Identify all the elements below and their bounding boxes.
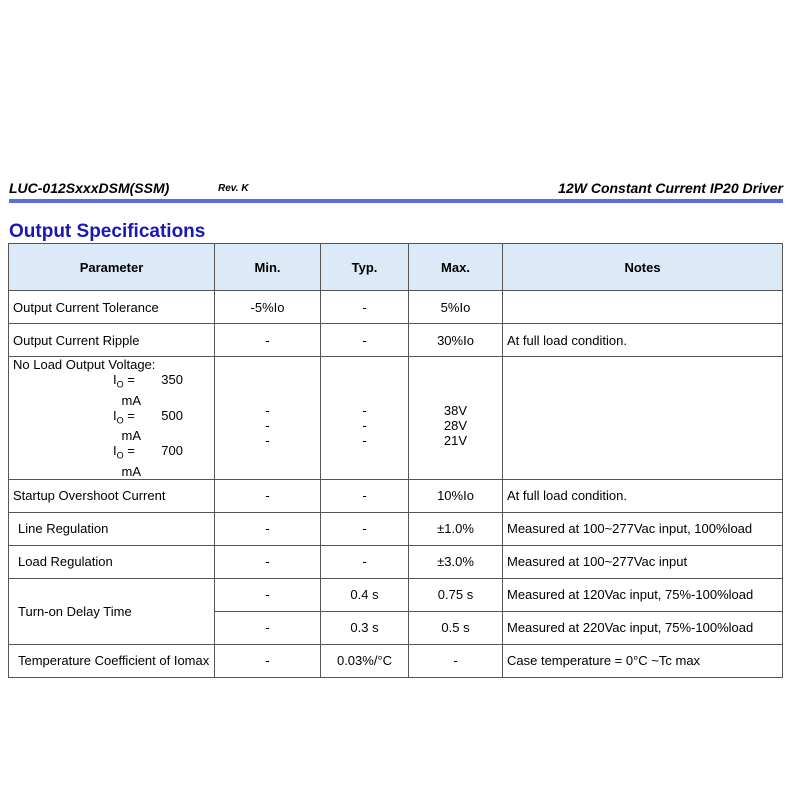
table-header-row — [9, 244, 783, 291]
min-cell: - — [215, 512, 321, 545]
current-value: 700 — [161, 443, 183, 459]
typ-cell: - — [321, 291, 409, 324]
notes-cell: Measured at 220Vac input, 75%-100%load — [503, 611, 783, 644]
table-row — [9, 578, 783, 611]
max-cell: 38V 28V 21V — [409, 357, 503, 480]
current-line: $I_O = 350mA$ — [113, 372, 183, 408]
column-header-notes: Notes — [503, 244, 783, 291]
section-title: Output Specifications — [9, 221, 206, 242]
max-cell: - — [409, 644, 503, 677]
min-cell: - — [215, 479, 321, 512]
table-row — [9, 291, 783, 324]
current-unit: mA — [121, 463, 141, 479]
min-cell: - — [215, 578, 321, 611]
typ-cell: - - - — [321, 357, 409, 480]
notes-cell: Case temperature = 0°C ~Tc max — [503, 644, 783, 677]
document-title: 12W Constant Current IP20 Driver — [558, 180, 783, 196]
parameter-cell: Output Current Tolerance — [9, 291, 215, 324]
table-row — [9, 324, 783, 357]
max-cell: 0.5 s — [409, 611, 503, 644]
table-row — [9, 545, 783, 578]
typ-cell: - — [321, 512, 409, 545]
parameter-cell: Load Regulation — [9, 545, 215, 578]
column-header-typ: Typ. — [321, 244, 409, 291]
max-cell: 10%Io — [409, 479, 503, 512]
min-cell: - — [215, 324, 321, 357]
model-number: LUC-012SxxxDSM(SSM) — [9, 180, 170, 196]
output-specifications-table — [8, 243, 783, 678]
notes-cell: Measured at 100~277Vac input — [503, 545, 783, 578]
parameter-cell: Temperature Coefficient of Iomax — [9, 644, 215, 677]
max-cell: ±1.0% — [409, 512, 503, 545]
typ-cell: - — [321, 324, 409, 357]
max-cell: 30%Io — [409, 324, 503, 357]
current-value: 500 — [161, 407, 183, 423]
header-rule — [9, 199, 783, 203]
current-line: $I_O = 700mA$ — [113, 443, 183, 479]
notes-cell — [503, 291, 783, 324]
table-row — [9, 479, 783, 512]
current-unit: mA — [121, 428, 141, 444]
column-header-min: Min. — [215, 244, 321, 291]
column-header-max: Max. — [409, 244, 503, 291]
parameter-label: No Load Output Voltage: — [13, 357, 156, 372]
notes-cell: At full load condition. — [503, 324, 783, 357]
table-row — [9, 644, 783, 677]
typ-cell: 0.3 s — [321, 611, 409, 644]
parameter-cell: Turn-on Delay Time — [9, 578, 215, 644]
table-row — [9, 357, 783, 480]
max-cell: ±3.0% — [409, 545, 503, 578]
max-cell: 0.75 s — [409, 578, 503, 611]
notes-cell: At full load condition. — [503, 479, 783, 512]
notes-cell: Measured at 100~277Vac input, 100%load — [503, 512, 783, 545]
table-row — [9, 512, 783, 545]
parameter-cell: Startup Overshoot Current — [9, 479, 215, 512]
current-value: 350 — [161, 372, 183, 387]
typ-cell: 0.03%/°C — [321, 644, 409, 677]
min-cell: - — [215, 644, 321, 677]
typ-cell: - — [321, 479, 409, 512]
typ-cell: 0.4 s — [321, 578, 409, 611]
parameter-cell: Line Regulation — [9, 512, 215, 545]
max-cell: 5%Io — [409, 291, 503, 324]
current-line: $I_O = 500mA$ — [113, 407, 183, 444]
parameter-cell — [9, 357, 215, 480]
revision-label: Rev. K — [218, 183, 249, 194]
min-cell: - - - — [215, 357, 321, 480]
document-header — [9, 180, 783, 198]
notes-cell: Measured at 120Vac input, 75%-100%load — [503, 578, 783, 611]
min-cell: - — [215, 545, 321, 578]
min-cell: -5%Io — [215, 291, 321, 324]
min-cell: - — [215, 611, 321, 644]
current-unit: mA — [121, 392, 141, 408]
notes-cell — [503, 357, 783, 480]
parameter-cell: Output Current Ripple — [9, 324, 215, 357]
column-header-parameter: Parameter — [9, 244, 215, 291]
typ-cell: - — [321, 545, 409, 578]
